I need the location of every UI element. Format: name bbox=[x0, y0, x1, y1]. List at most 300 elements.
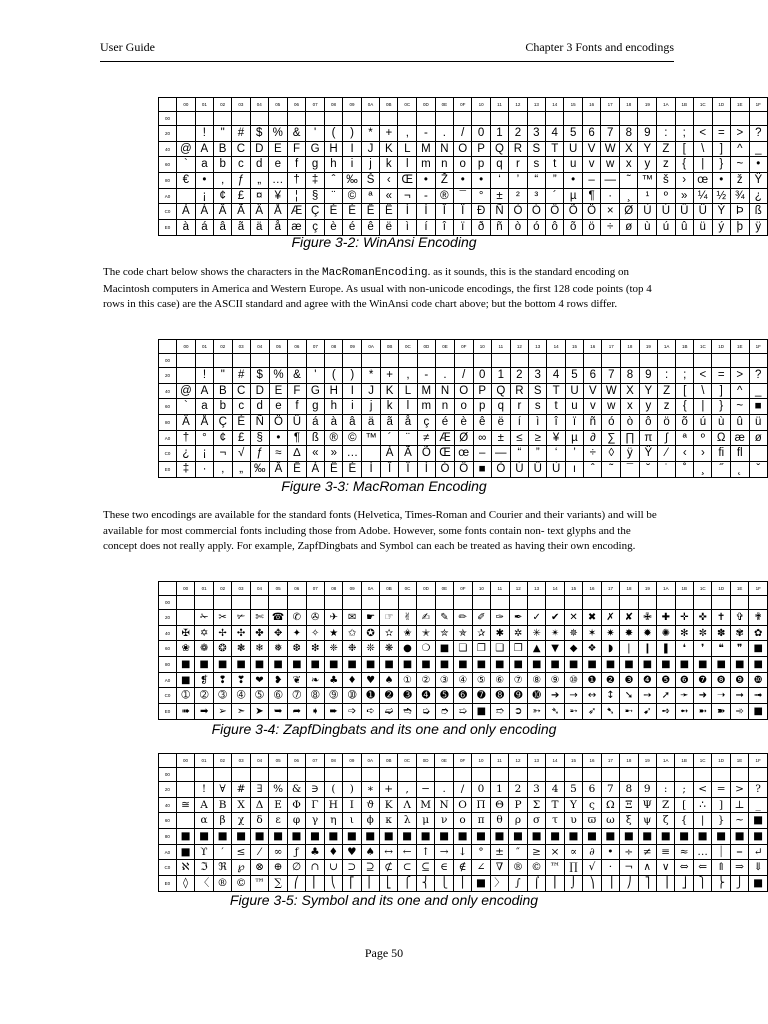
glyph-cell: ▲ bbox=[527, 641, 545, 657]
column-header: 1F bbox=[749, 582, 768, 596]
glyph-cell: ´ bbox=[546, 188, 564, 204]
glyph-cell: ❾ bbox=[730, 672, 748, 688]
glyph-cell: ﬁ bbox=[712, 446, 730, 462]
glyph-cell: ò bbox=[621, 415, 640, 431]
glyph-cell: ⎢ bbox=[361, 876, 379, 892]
glyph-cell: ˜ bbox=[602, 462, 621, 478]
glyph-cell: ➚ bbox=[657, 688, 675, 704]
glyph-cell: ˇ bbox=[749, 462, 768, 478]
glyph-cell: ■ bbox=[195, 657, 213, 673]
glyph-cell: s bbox=[529, 399, 547, 415]
glyph-cell: θ bbox=[490, 813, 509, 829]
glyph-cell: S bbox=[529, 383, 547, 399]
glyph-cell: › bbox=[694, 446, 712, 462]
glyph-cell: % bbox=[268, 126, 287, 142]
glyph-cell: ∑ bbox=[602, 430, 621, 446]
glyph-cell: ℑ bbox=[195, 860, 214, 876]
glyph-cell bbox=[694, 354, 712, 368]
glyph-cell: Z bbox=[657, 383, 675, 399]
glyph-cell: ∠ bbox=[472, 860, 490, 876]
glyph-cell: ∫ bbox=[509, 876, 528, 892]
glyph-cell: g bbox=[306, 157, 324, 173]
glyph-cell: | bbox=[694, 399, 712, 415]
glyph-cell: ¶ bbox=[582, 188, 600, 204]
glyph-cell: û bbox=[730, 415, 749, 431]
glyph-cell bbox=[601, 596, 619, 610]
glyph-cell: ⑧ bbox=[527, 672, 545, 688]
chart-row bbox=[159, 383, 768, 399]
glyph-cell: ❆ bbox=[288, 641, 306, 657]
glyph-cell bbox=[379, 768, 397, 782]
glyph-cell: ➋ bbox=[380, 688, 398, 704]
glyph-cell bbox=[657, 596, 675, 610]
glyph-cell: ” bbox=[529, 446, 547, 462]
glyph-cell: ■ bbox=[620, 829, 638, 845]
glyph-cell: ê bbox=[361, 220, 379, 236]
glyph-cell: c bbox=[232, 157, 250, 173]
row-label: 20 bbox=[159, 782, 177, 798]
glyph-cell: k bbox=[381, 399, 399, 415]
glyph-cell: ç bbox=[417, 415, 436, 431]
column-header: 0A bbox=[362, 340, 381, 354]
glyph-cell: " bbox=[214, 368, 232, 384]
glyph-cell: ✉ bbox=[343, 610, 361, 626]
column-header: 15 bbox=[565, 340, 583, 354]
glyph-cell: ■ bbox=[454, 657, 472, 673]
glyph-cell: r bbox=[510, 399, 528, 415]
glyph-cell: ➯ bbox=[454, 704, 472, 720]
glyph-cell: “ bbox=[510, 446, 528, 462]
paragraph-macroman bbox=[103, 265, 663, 313]
glyph-cell: d bbox=[250, 157, 268, 173]
corner-cell bbox=[159, 340, 177, 354]
glyph-cell: ■ bbox=[694, 657, 712, 673]
paragraph-text: . as it sounds, this is the standard encoding on Macintosh computers in America and Western Europe. As usual with non-unicode encodings, the first 128 code points (top 4 rows in this case) are the ASCII standard and agree with the WinAnsi code chart above; but the bottom 4 rows differ. bbox=[103, 266, 652, 310]
glyph-cell: M bbox=[417, 383, 436, 399]
glyph-cell: ❼ bbox=[694, 672, 712, 688]
glyph-cell: Δ bbox=[250, 797, 269, 813]
glyph-cell: ¦ bbox=[287, 188, 306, 204]
glyph-cell bbox=[343, 112, 362, 126]
glyph-cell: ñ bbox=[490, 220, 508, 236]
glyph-cell bbox=[546, 596, 564, 610]
glyph-cell: ® bbox=[509, 860, 528, 876]
column-header: 10 bbox=[472, 98, 490, 112]
chart-row bbox=[159, 446, 768, 462]
glyph-cell: Ý bbox=[712, 204, 731, 220]
glyph-cell: ¢ bbox=[214, 188, 232, 204]
glyph-cell: D bbox=[250, 141, 268, 157]
glyph-cell: Υ bbox=[564, 797, 582, 813]
glyph-cell: ê bbox=[473, 415, 491, 431]
glyph-cell: 9 bbox=[639, 368, 657, 384]
glyph-cell: ✭ bbox=[417, 625, 435, 641]
glyph-cell: ‘ bbox=[490, 173, 508, 189]
glyph-cell: ½ bbox=[712, 188, 731, 204]
glyph-cell: | bbox=[693, 157, 712, 173]
glyph-cell bbox=[177, 368, 196, 384]
glyph-cell bbox=[381, 354, 399, 368]
glyph-cell: ✄ bbox=[250, 610, 268, 626]
column-header: 13 bbox=[527, 98, 545, 112]
glyph-cell: 9 bbox=[638, 126, 657, 142]
glyph-cell: ■ bbox=[675, 829, 693, 845]
glyph-cell: ■ bbox=[472, 876, 490, 892]
column-header: 07 bbox=[306, 582, 324, 596]
column-header: 03 bbox=[232, 582, 250, 596]
glyph-cell: ■ bbox=[380, 657, 398, 673]
glyph-cell: • bbox=[269, 430, 288, 446]
glyph-cell: ➧ bbox=[306, 704, 324, 720]
glyph-cell: ✁ bbox=[195, 610, 213, 626]
glyph-cell: 4 bbox=[546, 782, 565, 798]
glyph-cell: ❡ bbox=[195, 672, 213, 688]
glyph-cell: / bbox=[454, 368, 473, 384]
glyph-cell: 3 bbox=[527, 126, 545, 142]
figure-3-4-caption: Figure 3-4: ZapfDingbats and its one and only encoding bbox=[211, 721, 557, 737]
glyph-cell bbox=[399, 354, 417, 368]
glyph-cell: Ê bbox=[288, 462, 306, 478]
glyph-cell: ′ bbox=[213, 844, 232, 860]
glyph-cell: ✧ bbox=[306, 625, 324, 641]
column-header: 06 bbox=[287, 98, 306, 112]
glyph-cell: ‰ bbox=[343, 173, 362, 189]
glyph-cell bbox=[472, 112, 490, 126]
glyph-cell: · bbox=[601, 188, 620, 204]
glyph-cell: K bbox=[380, 141, 398, 157]
glyph-cell: ⎫ bbox=[693, 876, 712, 892]
glyph-cell: • bbox=[454, 173, 472, 189]
glyph-cell: ‡ bbox=[306, 173, 324, 189]
glyph-cell: C bbox=[232, 141, 250, 157]
glyph-cell: ♠ bbox=[380, 672, 398, 688]
column-header: 1E bbox=[730, 340, 749, 354]
glyph-cell: š bbox=[657, 173, 675, 189]
glyph-cell bbox=[583, 596, 601, 610]
glyph-cell: v bbox=[582, 157, 600, 173]
glyph-cell bbox=[177, 112, 196, 126]
glyph-cell bbox=[730, 768, 748, 782]
glyph-cell: ↔ bbox=[379, 844, 397, 860]
glyph-cell: ➹ bbox=[638, 704, 656, 720]
glyph-cell: e bbox=[268, 157, 287, 173]
chart-row bbox=[159, 768, 768, 782]
glyph-cell: ⊃ bbox=[343, 860, 361, 876]
glyph-cell: ⇓ bbox=[749, 860, 768, 876]
glyph-cell: • bbox=[712, 173, 731, 189]
glyph-cell: ✞ bbox=[730, 610, 748, 626]
glyph-cell: ➑ bbox=[491, 688, 509, 704]
glyph-cell: ☛ bbox=[361, 610, 379, 626]
glyph-cell bbox=[749, 596, 768, 610]
glyph-cell: Ö bbox=[269, 415, 288, 431]
glyph-cell: ■ bbox=[712, 829, 730, 845]
column-header: 01 bbox=[195, 98, 213, 112]
glyph-cell: W bbox=[602, 383, 621, 399]
glyph-cell: L bbox=[398, 141, 417, 157]
glyph-cell: ? bbox=[749, 126, 767, 142]
glyph-cell: ˆ bbox=[584, 462, 602, 478]
glyph-cell: ➌ bbox=[398, 688, 416, 704]
glyph-cell bbox=[730, 596, 748, 610]
glyph-cell: ❀ bbox=[176, 641, 194, 657]
row-label: 40 bbox=[159, 141, 177, 157]
glyph-cell: R bbox=[510, 383, 528, 399]
column-header: 17 bbox=[602, 340, 621, 354]
row-label: 80 bbox=[159, 657, 177, 673]
glyph-cell: É bbox=[232, 415, 250, 431]
glyph-cell bbox=[582, 112, 600, 126]
glyph-cell: ✛ bbox=[675, 610, 693, 626]
glyph-cell: Ó bbox=[527, 204, 545, 220]
column-header: 1D bbox=[712, 582, 730, 596]
glyph-cell: * bbox=[361, 126, 379, 142]
glyph-cell: ) bbox=[343, 368, 362, 384]
glyph-cell: ÿ bbox=[621, 446, 640, 462]
glyph-cell: ì bbox=[398, 220, 417, 236]
glyph-cell bbox=[693, 768, 712, 782]
glyph-cell: · bbox=[195, 462, 213, 478]
glyph-cell: ° bbox=[472, 844, 490, 860]
column-header: 02 bbox=[214, 98, 232, 112]
glyph-cell: 0 bbox=[473, 368, 491, 384]
glyph-cell: ® bbox=[213, 876, 232, 892]
glyph-cell bbox=[694, 596, 712, 610]
glyph-cell: ‚ bbox=[214, 173, 232, 189]
glyph-cell: ∩ bbox=[306, 860, 324, 876]
glyph-cell: ★ bbox=[324, 625, 342, 641]
glyph-cell: ¤ bbox=[250, 188, 268, 204]
glyph-cell: { bbox=[675, 157, 693, 173]
glyph-cell: ❢ bbox=[213, 672, 231, 688]
glyph-cell: Î bbox=[381, 462, 399, 478]
column-header: 13 bbox=[527, 754, 546, 768]
glyph-cell: Π bbox=[472, 797, 490, 813]
glyph-cell: ρ bbox=[509, 813, 528, 829]
glyph-cell: ℘ bbox=[232, 860, 251, 876]
glyph-cell: — bbox=[491, 446, 510, 462]
glyph-cell: É bbox=[343, 204, 362, 220]
glyph-cell: ñ bbox=[584, 415, 602, 431]
glyph-cell: ~ bbox=[731, 157, 750, 173]
glyph-cell: ✖ bbox=[583, 610, 601, 626]
glyph-cell bbox=[527, 596, 545, 610]
glyph-cell: T bbox=[547, 383, 565, 399]
glyph-cell: ⊄ bbox=[379, 860, 397, 876]
glyph-cell bbox=[472, 768, 490, 782]
glyph-cell: ∅ bbox=[287, 860, 305, 876]
glyph-cell: ❷ bbox=[601, 672, 619, 688]
glyph-cell: ú bbox=[657, 220, 675, 236]
glyph-cell: Ž bbox=[435, 173, 453, 189]
glyph-cell: ∑ bbox=[269, 876, 287, 892]
glyph-cell: ✤ bbox=[250, 625, 268, 641]
glyph-cell: υ bbox=[564, 813, 582, 829]
glyph-cell: « bbox=[380, 188, 398, 204]
column-header: 1F bbox=[749, 754, 768, 768]
glyph-cell: ⎩ bbox=[435, 876, 453, 892]
glyph-cell bbox=[749, 446, 768, 462]
glyph-cell: ó bbox=[527, 220, 545, 236]
glyph-cell: ÷ bbox=[601, 220, 620, 236]
chart-row bbox=[159, 188, 768, 204]
glyph-cell: ➣ bbox=[232, 704, 250, 720]
glyph-cell: Û bbox=[529, 462, 547, 478]
glyph-cell: ≥ bbox=[529, 430, 547, 446]
glyph-cell: _ bbox=[749, 141, 767, 157]
glyph-cell: – bbox=[582, 173, 600, 189]
glyph-cell: Á bbox=[195, 204, 213, 220]
glyph-cell: Œ bbox=[398, 173, 417, 189]
glyph-cell: ■ bbox=[324, 657, 342, 673]
figure-3-2-caption: Figure 3-2: WinAnsi Encoding bbox=[291, 234, 477, 250]
glyph-cell: E bbox=[269, 383, 288, 399]
glyph-cell bbox=[675, 112, 693, 126]
glyph-cell: æ bbox=[730, 430, 749, 446]
row-label: 60 bbox=[159, 399, 177, 415]
glyph-cell bbox=[435, 596, 453, 610]
glyph-cell: Κ bbox=[379, 797, 397, 813]
glyph-cell: ‹ bbox=[380, 173, 398, 189]
glyph-cell: u bbox=[564, 157, 582, 173]
glyph-cell: ] bbox=[712, 383, 730, 399]
glyph-cell: Ë bbox=[380, 204, 398, 220]
glyph-cell: ι bbox=[343, 813, 361, 829]
glyph-cell bbox=[306, 768, 324, 782]
glyph-cell: ✌ bbox=[398, 610, 416, 626]
glyph-cell: ■ bbox=[675, 657, 693, 673]
glyph-cell: ¹ bbox=[638, 188, 657, 204]
glyph-cell: I bbox=[343, 383, 362, 399]
column-header: 05 bbox=[269, 582, 288, 596]
glyph-cell: A bbox=[195, 383, 213, 399]
glyph-cell: ζ bbox=[656, 813, 674, 829]
glyph-cell bbox=[656, 768, 674, 782]
glyph-cell: ≅ bbox=[176, 797, 194, 813]
glyph-cell: q bbox=[491, 399, 510, 415]
row-label: C0 bbox=[159, 688, 177, 704]
glyph-cell: ¡ bbox=[195, 446, 213, 462]
glyph-cell: Ø bbox=[620, 204, 638, 220]
glyph-cell: Φ bbox=[287, 797, 305, 813]
glyph-cell: ✑ bbox=[491, 610, 509, 626]
glyph-cell: Ë bbox=[325, 462, 343, 478]
glyph-cell: _ bbox=[749, 383, 768, 399]
header-right: Chapter 3 Fonts and encodings bbox=[525, 40, 674, 54]
glyph-cell: ↵ bbox=[749, 844, 768, 860]
glyph-cell bbox=[195, 596, 213, 610]
column-header: 05 bbox=[269, 340, 288, 354]
glyph-cell: ■ bbox=[749, 704, 768, 720]
glyph-cell: Ñ bbox=[490, 204, 508, 220]
glyph-cell: π bbox=[472, 813, 490, 829]
column-header: 16 bbox=[583, 582, 601, 596]
column-header: 1E bbox=[731, 98, 750, 112]
glyph-cell: ➞ bbox=[730, 688, 748, 704]
glyph-cell: ⎨ bbox=[416, 876, 435, 892]
glyph-cell: o bbox=[454, 157, 472, 173]
glyph-cell: l bbox=[399, 399, 417, 415]
glyph-cell: ∏ bbox=[564, 860, 582, 876]
glyph-cell: ✱ bbox=[491, 625, 509, 641]
column-header: 1D bbox=[712, 98, 731, 112]
glyph-cell bbox=[306, 596, 324, 610]
glyph-cell: Ñ bbox=[250, 415, 269, 431]
glyph-cell: ■ bbox=[306, 657, 324, 673]
glyph-cell: 9 bbox=[638, 782, 656, 798]
column-header: 19 bbox=[638, 98, 657, 112]
glyph-cell: ⎝ bbox=[324, 876, 342, 892]
glyph-cell: ? bbox=[749, 368, 768, 384]
glyph-cell: ✍ bbox=[417, 610, 435, 626]
glyph-cell: ’ bbox=[509, 173, 527, 189]
glyph-cell: ❜ bbox=[694, 641, 712, 657]
glyph-cell: Ã bbox=[399, 446, 417, 462]
glyph-cell: F bbox=[287, 141, 306, 157]
glyph-cell: ) bbox=[343, 126, 362, 142]
glyph-cell: ž bbox=[731, 173, 750, 189]
glyph-cell: ❏ bbox=[454, 641, 472, 657]
glyph-cell: ✲ bbox=[509, 625, 527, 641]
glyph-cell: ⏐ bbox=[712, 844, 730, 860]
glyph-cell: ✗ bbox=[601, 610, 619, 626]
glyph-cell: w bbox=[601, 157, 620, 173]
glyph-cell: ✓ bbox=[527, 610, 545, 626]
glyph-cell: Õ bbox=[417, 446, 436, 462]
glyph-cell: → bbox=[564, 688, 582, 704]
glyph-cell: • bbox=[564, 173, 582, 189]
glyph-cell: ≡ bbox=[656, 844, 674, 860]
glyph-cell: ™ bbox=[362, 430, 381, 446]
row-label: 20 bbox=[159, 368, 177, 384]
glyph-cell bbox=[620, 768, 638, 782]
glyph-cell: ∋ bbox=[306, 782, 324, 798]
glyph-cell: ! bbox=[195, 126, 213, 142]
page-number: Page 50 bbox=[364, 946, 404, 960]
glyph-cell: + bbox=[379, 782, 397, 798]
glyph-cell: ⑤ bbox=[472, 672, 490, 688]
glyph-cell: ˆ bbox=[324, 173, 342, 189]
glyph-cell: ß bbox=[306, 430, 324, 446]
column-header: 01 bbox=[195, 340, 213, 354]
glyph-cell bbox=[453, 768, 471, 782]
glyph-cell: ← bbox=[398, 844, 416, 860]
glyph-cell: ° bbox=[472, 188, 490, 204]
glyph-cell bbox=[176, 596, 194, 610]
glyph-cell: ⎦ bbox=[675, 876, 693, 892]
glyph-cell: ❽ bbox=[712, 672, 730, 688]
glyph-cell bbox=[638, 768, 656, 782]
glyph-cell: ➂ bbox=[213, 688, 231, 704]
row-label: 80 bbox=[159, 415, 177, 431]
glyph-cell: V bbox=[584, 383, 602, 399]
glyph-cell: û bbox=[675, 220, 693, 236]
glyph-cell: ■ bbox=[250, 657, 268, 673]
glyph-cell: Y bbox=[639, 383, 657, 399]
glyph-cell: Ι bbox=[343, 797, 361, 813]
glyph-cell: ❖ bbox=[583, 641, 601, 657]
glyph-cell: ’ bbox=[565, 446, 583, 462]
column-header: 09 bbox=[343, 340, 362, 354]
column-header: 1A bbox=[657, 582, 675, 596]
glyph-cell: ∀ bbox=[213, 782, 232, 798]
glyph-cell: … bbox=[268, 173, 287, 189]
chart-row bbox=[159, 876, 768, 892]
column-header: 07 bbox=[306, 98, 324, 112]
glyph-cell: H bbox=[325, 383, 343, 399]
row-label: C0 bbox=[159, 446, 177, 462]
glyph-cell: ■ bbox=[509, 657, 527, 673]
